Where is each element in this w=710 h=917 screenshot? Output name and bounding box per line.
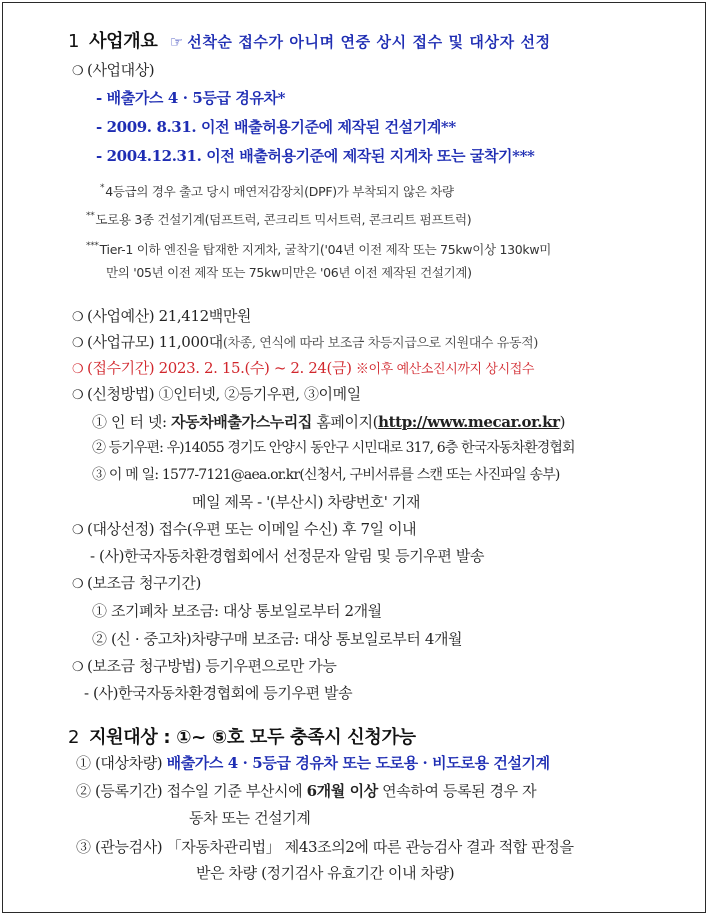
method-value: ①인터넷, ②등기우편, ③이메일 xyxy=(158,385,361,403)
method-email xyxy=(92,464,560,486)
site-rest: 홈페이지( xyxy=(316,413,379,431)
period-value: 2023. 2. 15.(수) ~ 2. 24(금) xyxy=(158,359,352,377)
method-label: 이 메 일: xyxy=(108,467,159,483)
bullet-icon: ❍ xyxy=(72,336,84,351)
method-number: ① xyxy=(92,413,107,431)
select-value: 접수(우편 또는 이메일 수신) 후 7일 이내 xyxy=(158,520,417,538)
claim-period-row xyxy=(72,572,201,596)
section1-note: 선착순 접수가 아니며 연중 상시 접수 및 대상자 선정 xyxy=(187,33,551,51)
criterion-label: (등록기간) xyxy=(94,782,163,800)
criterion-text: 연속하여 등록된 경우 자 xyxy=(382,782,537,800)
select-note: - (사)한국자동차환경협회에서 선정문자 알림 및 등기우편 발송 xyxy=(90,547,485,565)
criterion-number: ② xyxy=(76,782,91,800)
scale-note: (차종, 연식에 따라 보조금 차등지급으로 지원대수 유동적) xyxy=(222,336,538,351)
scale-value: 11,000대 xyxy=(158,333,223,351)
footnote-mark: ** xyxy=(86,211,95,221)
footnote-2 xyxy=(86,205,471,231)
method-row xyxy=(72,383,361,407)
criterion-text: 접수일 기준 부산시에 xyxy=(166,782,303,800)
claim-period-item: ② (신 · 중고차)차량구매 보조금: 대상 통보일로부터 4개월 xyxy=(92,630,463,648)
bullet-icon: ❍ xyxy=(72,310,84,325)
target-item: - 2004.12.31. 이전 배출허용기준에 제작된 지게차 또는 굴착기*** xyxy=(96,147,535,165)
method-label: 인 터 넷: xyxy=(110,413,167,431)
period-note: ※이후 예산소진시까지 상시접수 xyxy=(355,362,535,377)
bullet-icon: ❍ xyxy=(72,660,84,675)
section2-heading xyxy=(68,726,416,750)
criterion-number: ③ xyxy=(76,838,91,856)
email-value: 1577-7121@aea.or.kr(신청서, 구비서류를 스캔 또는 사진파일 송부) xyxy=(161,467,560,483)
footnote-mark: * xyxy=(100,183,105,193)
claim-method-value: 등기우편으로만 가능 xyxy=(205,657,337,675)
budget-row xyxy=(72,305,251,329)
footnote-mark: *** xyxy=(86,241,99,251)
site-name: 자동차배출가스누리집 xyxy=(171,413,312,431)
section1-heading xyxy=(68,30,551,54)
bullet-icon: ❍ xyxy=(72,577,84,592)
criterion-value: 「자동차관리법」 제43조의2에 따른 관능검사 결과 적합 판정을 xyxy=(166,838,574,856)
site-url-link[interactable]: http://www.mecar.or.kr xyxy=(378,413,560,431)
criterion-label: (대상차량) xyxy=(94,754,163,772)
method-label: (신청방법) xyxy=(87,385,155,403)
footnote-text: 4등급의 경우 출고 당시 매연저감장치(DPF)가 부착되지 않은 차량 xyxy=(105,184,454,199)
criterion-number: ① xyxy=(76,754,91,772)
criterion-emphasis: 6개월 이상 xyxy=(306,782,378,800)
section2-number: 2 xyxy=(68,727,80,748)
scale-label: (사업규모) xyxy=(87,333,155,351)
budget-label: (사업예산) xyxy=(87,307,155,325)
target-item: - 2009. 8.31. 이전 배출허용기준에 제작된 건설기계** xyxy=(96,118,456,136)
bullet-icon: ❍ xyxy=(72,64,84,79)
criterion-2-cont: 동차 또는 건설기계 xyxy=(189,809,311,827)
method-number: ② xyxy=(92,440,106,456)
target-label-row xyxy=(72,59,154,83)
footnote-3 xyxy=(86,235,551,261)
select-label: (대상선정) xyxy=(87,520,155,538)
criterion-2 xyxy=(76,780,536,802)
claim-period-label: (보조금 청구기간) xyxy=(87,574,201,592)
claim-method-note: - (사)한국자동차환경협회에 등기우편 발송 xyxy=(84,684,353,702)
footnote-3-cont: 만의 '05년 이전 제작 또는 75kw미만은 '06년 이전 제작된 건설기계) xyxy=(106,265,472,280)
claim-method-row xyxy=(72,655,336,679)
email-subject: 메일 제목 - '(부산시) 차량번호' 기재 xyxy=(192,493,421,511)
scale-row xyxy=(72,331,538,355)
section1-number: 1 xyxy=(68,31,80,52)
section1-title: 사업개요 xyxy=(89,31,158,52)
claim-period-item: ① 조기폐차 보조금: 대상 통보일로부터 2개월 xyxy=(92,602,382,620)
period-row xyxy=(72,357,534,381)
footnote-text: 도로용 3종 건설기계(덤프트럭, 콘크리트 믹서트럭, 콘크리트 펌프트럭) xyxy=(95,212,472,227)
criterion-3-cont: 받은 차량 (정기검사 유효기간 이내 차량) xyxy=(196,864,455,882)
budget-value: 21,412백만원 xyxy=(158,307,251,325)
period-label: (접수기간) xyxy=(87,359,155,377)
section2-title: 지원대상 : ①~ ⑤호 모두 충족시 신청가능 xyxy=(89,727,416,748)
footnote-text: Tier-1 이하 엔진을 탑재한 지게차, 굴착기('04년 이전 제작 또는 75kw이상 130kw미 xyxy=(99,242,552,257)
method-mail xyxy=(92,437,575,459)
pointing-hand-icon: ☞ xyxy=(169,33,183,51)
mail-address: 우)14055 경기도 안양시 동안구 시민대로 317, 6층 한국자동차환경협회 xyxy=(166,440,575,456)
criterion-value: 배출가스 4 · 5등급 경유차 또는 도로용 · 비도로용 건설기계 xyxy=(166,754,550,772)
target-label: (사업대상) xyxy=(87,61,155,79)
claim-method-label: (보조금 청구방법) xyxy=(87,657,201,675)
bullet-icon: ❍ xyxy=(72,362,84,377)
method-number: ③ xyxy=(92,467,106,483)
method-label: 등기우편: xyxy=(108,440,163,456)
criterion-label: (관능검사) xyxy=(94,838,163,856)
footnote-1 xyxy=(100,177,454,203)
target-item: - 배출가스 4 · 5등급 경유차* xyxy=(96,89,286,107)
method-internet xyxy=(92,411,565,433)
site-close: ) xyxy=(559,413,566,431)
select-row xyxy=(72,518,416,542)
criterion-1 xyxy=(76,752,550,774)
bullet-icon: ❍ xyxy=(72,388,84,403)
bullet-icon: ❍ xyxy=(72,523,84,538)
criterion-3 xyxy=(76,836,574,858)
